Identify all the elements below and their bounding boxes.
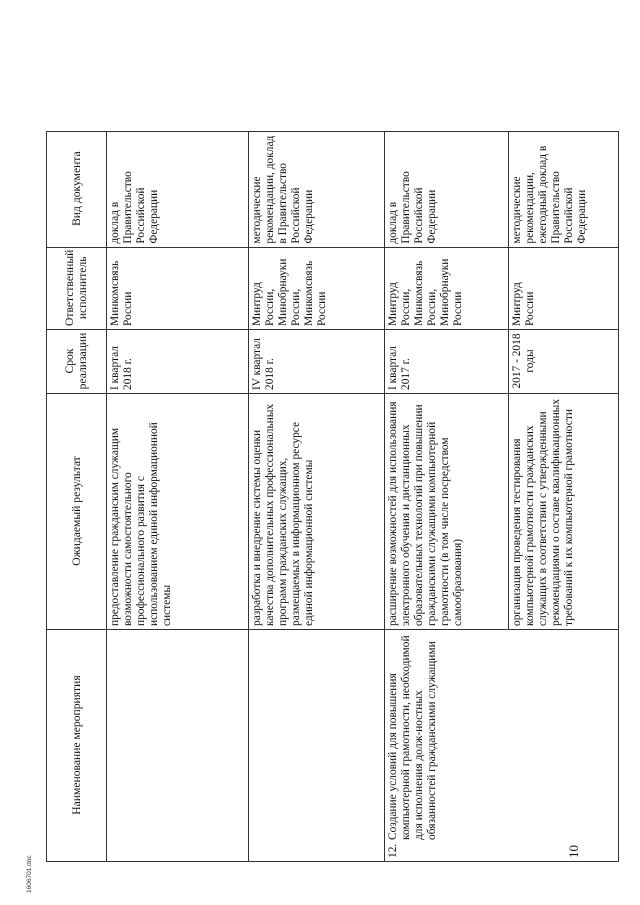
rotated-page	[46, 44, 618, 862]
term-cell: I квартал 2017 г.	[385, 330, 509, 394]
doc-type-cell: доклад в Правительство Российской Федерации	[385, 131, 509, 247]
header-executor: Ответственный исполнитель	[47, 247, 107, 329]
executor-cell: Минтруд России, Минкомсвязь России, Минобрнауки России	[385, 247, 509, 329]
name-cell	[385, 630, 619, 862]
result-cell: разработка и внедрение системы оценки качества дополнительных профессиональных программ гражданских служащих, размещаемых в информационном ресурсе единой информационной системы	[249, 394, 385, 630]
table-header-row	[47, 131, 107, 861]
table-row	[107, 131, 249, 861]
doc-type-cell: методические рекомендации, ежегодный доклад в Правительство Российской Федерации	[509, 131, 619, 247]
header-result: Ожидаемый результат	[47, 394, 107, 630]
doc-type-cell: доклад в Правительство Российской Федерации	[107, 131, 249, 247]
executor-cell: Минтруд России	[509, 247, 619, 329]
row-name: Создание условий для повышения компьютерной грамотности, необходимой для исполнения долж-ностных обязанностей гражданскими служащими	[387, 635, 438, 840]
term-cell: IV квартал 2018 г.	[249, 330, 385, 394]
term-cell: I квартал 2018 г.	[107, 330, 249, 394]
executor-cell: Минтруд России, Минобрнауки России, Минкомсвязь России	[249, 247, 385, 329]
action-plan-table	[46, 131, 619, 862]
page-number: 10	[566, 845, 581, 858]
doc-type-cell: методические рекомендации, доклад в Правительство Российской Федерации	[249, 131, 385, 247]
result-cell: расширение возможностей для использования электронного обучения и дистанционных образовательных технологий при повышении гражданскими служащими компьютерной грамотности (в том числе посредством самообразования)	[385, 394, 509, 630]
row-number: 12.	[387, 843, 399, 858]
term-cell: 2017 - 2018 годы	[509, 330, 619, 394]
footer-document-code: 1606701.doc	[26, 855, 33, 893]
name-cell-empty	[107, 630, 249, 862]
result-cell: предоставление гражданским служащим возможности самостоятельного профессионального развития с использованием единой информационной системы	[107, 394, 249, 630]
header-doc-type: Вид документа	[47, 131, 107, 247]
table-row	[249, 131, 385, 861]
header-term: Срок реализации	[47, 330, 107, 394]
executor-cell: Минкомсвязь России	[107, 247, 249, 329]
name-cell-empty	[249, 630, 385, 862]
table-row	[385, 131, 509, 861]
result-cell: организация проведения тестирования компьютерной грамотности гражданских служащих в соответствии с утвержденными рекомендациями о составе квалификационных требований к их компьютерной грамотности	[509, 394, 619, 630]
header-name: Наименование мероприятия	[47, 630, 107, 862]
